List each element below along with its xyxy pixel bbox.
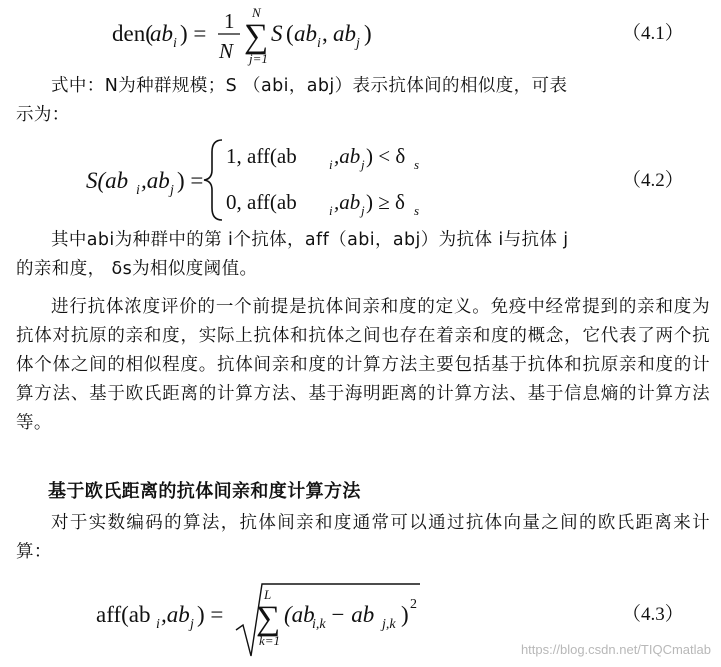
eq3-comma-ab: ,ab — [161, 602, 190, 627]
eq2-brace — [204, 140, 222, 220]
eq3-sub-ik: i,k — [312, 617, 326, 632]
eq1-args-close: ) — [364, 21, 372, 46]
eq1-sigma: ∑ — [244, 18, 269, 55]
eq2-case1-lt: ) < δ — [366, 144, 406, 168]
eq3-exp: 2 — [410, 597, 417, 612]
eq2-sub-j: j — [170, 183, 174, 198]
eq2-case1-sub-j: j — [361, 157, 365, 172]
paragraph-euclidean: 对于实数编码的算法，抗体间亲和度通常可以通过抗体向量之间的欧氏距离来计算： — [16, 513, 710, 562]
eq1-ab-j: ab — [333, 21, 356, 46]
eq1-sum-bot: j=1 — [249, 51, 268, 66]
eq1-comma: , — [322, 21, 328, 46]
eq1-args-open: ( — [286, 21, 294, 46]
eq1-lhs: den( — [112, 21, 153, 46]
eq1-sub-i: i — [173, 36, 177, 51]
eq3-number: （4.3） — [622, 604, 684, 625]
eq2-case1: 1, aff(ab — [226, 144, 297, 168]
eq1-sub-i-2: i — [317, 36, 321, 51]
eq1-S: S — [271, 21, 283, 46]
eq1-sum-top: N — [252, 5, 261, 20]
eq2-case2-comma-ab: ,ab — [334, 190, 361, 214]
eq3-lhs: aff(ab — [96, 602, 151, 627]
section-heading: 基于欧氏距离的抗体间亲和度计算方法 — [48, 481, 361, 502]
paragraph-affinity: 进行抗体浓度评价的一个前提是抗体间亲和度的定义。免疫中经常提到的亲和度为抗体对抗原的亲和度，实际上抗体和抗体之间也存在着亲和度的概念，它代表了两个抗体个体之间的相似程度。抗体间亲和度的计算方法主要包括基于抗体和抗原亲和度的计算方法、基于欧氏距离的计算方法、基于海明距离的计算方法、基于信息熵的计算方法等。 — [16, 297, 710, 433]
para2-line2: 的亲和度， δs为相似度阈值。 — [16, 259, 258, 279]
eq2-case2-sub-i: i — [329, 203, 333, 218]
eq1-sub-j: j — [356, 36, 360, 51]
eq2-case2-ge: ) ≥ δ — [366, 190, 405, 214]
eq2-case1-comma-ab: ,ab — [334, 144, 361, 168]
eq2-eq: ) = — [177, 168, 204, 193]
eq1-number: （4.1） — [622, 23, 684, 44]
eq1-frac-num: 1 — [224, 9, 235, 33]
equation-4-1-svg — [0, 0, 721, 70]
eq3-body-open: (ab — [284, 602, 315, 627]
eq1-frac-den: N — [219, 39, 234, 63]
eq2-case2-sub-s: s — [414, 203, 420, 218]
eq2-comma-ab: ,ab — [141, 168, 170, 193]
eq2-number: （4.2） — [622, 170, 684, 191]
eq2-case1-sub-s: s — [414, 157, 420, 172]
eq2-sub-i: i — [136, 183, 140, 198]
eq1-close-eq: ) = — [180, 21, 207, 46]
watermark: https://blog.csdn.net/TIQCmatlab — [520, 642, 711, 657]
eq2-case1-sub-i: i — [329, 157, 333, 172]
eq3-sub-j: j — [190, 617, 194, 632]
equation-4-2 — [0, 132, 721, 224]
eq3-body-close: ) — [401, 602, 409, 627]
eq1-ab: ab — [150, 21, 173, 46]
paragraph-variables — [16, 226, 710, 284]
equation-4-2-svg — [0, 132, 721, 224]
eq3-sum-bot: k=1 — [259, 633, 281, 648]
eq2-lhs: S(ab — [86, 168, 129, 193]
para2-line1: 其中abi为种群中的第 i个抗体，aff（abi，abj）为抗体 i与抗体 j — [51, 230, 569, 250]
eq3-sum-top: L — [264, 587, 272, 602]
eq3-eq: ) = — [197, 602, 224, 627]
eq3-sub-jk: j,k — [382, 617, 396, 632]
eq3-minus: − ab — [330, 602, 375, 627]
eq3-sub-i: i — [156, 617, 160, 632]
para1-line2: 示为： — [16, 105, 70, 125]
equation-4-1 — [0, 0, 721, 70]
eq2-case2-sub-j: j — [361, 203, 365, 218]
eq2-case2: 0, aff(ab — [226, 190, 297, 214]
eq1-ab-i: ab — [294, 21, 317, 46]
paragraph-definition — [16, 72, 710, 130]
para1-line1: 式中：N为种群规模；S （abi，abj）表示抗体间的相似度，可表 — [51, 76, 568, 96]
eq3-sigma: ∑ — [256, 600, 281, 637]
